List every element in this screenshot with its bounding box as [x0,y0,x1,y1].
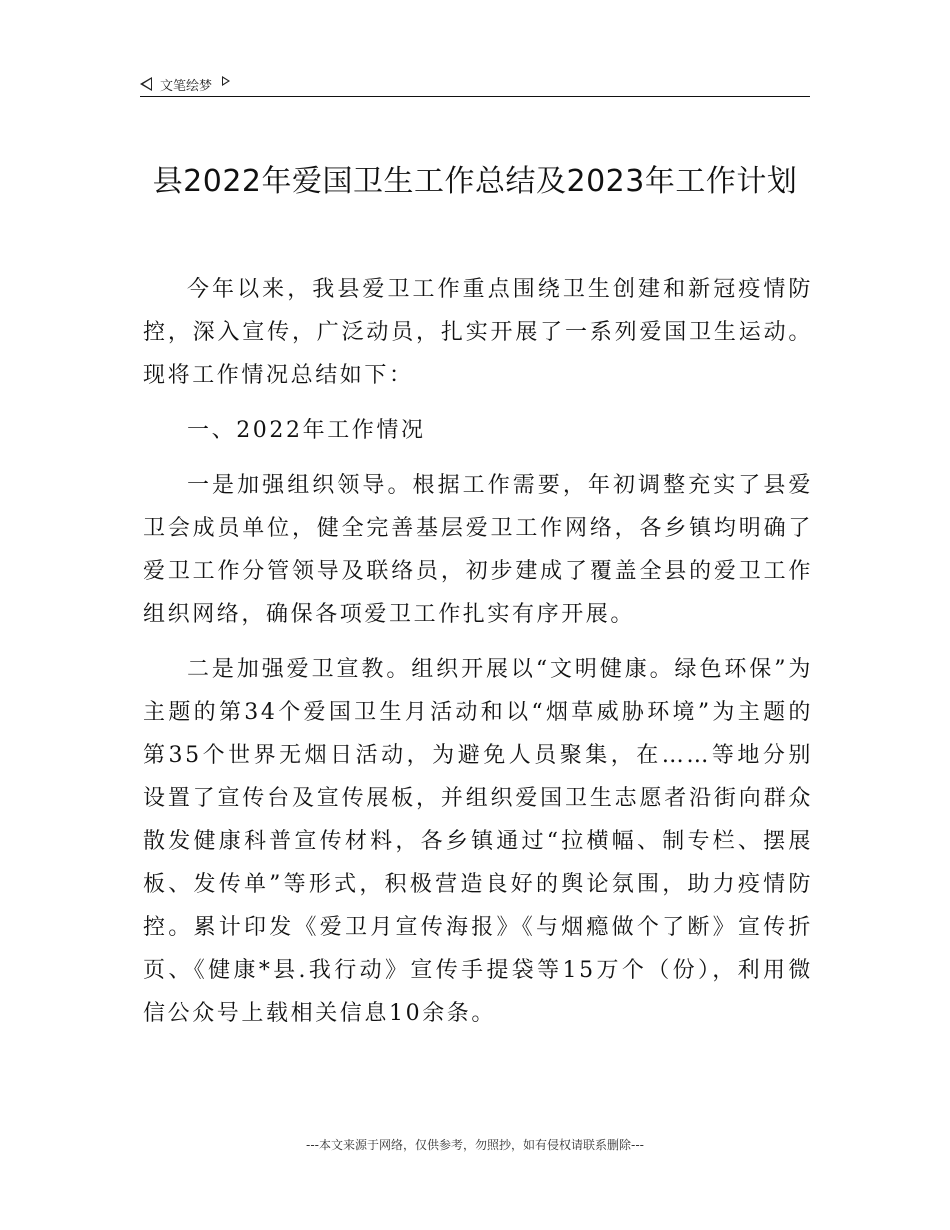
document-title: 县2022年爱国卫生工作总结及2023年工作计划 [152,164,798,199]
intro-paragraph: 今年以来，我县爱卫工作重点围绕卫生创建和新冠疫情防控，深入宣传，广泛动员，扎实开展了一系列爱国卫生运动。现将工作情况总结如下： [143,277,813,388]
page-header [140,72,810,97]
left-triangle-icon [140,77,152,91]
document-body [143,268,813,1047]
header-brand: 文笔绘梦 [160,78,213,94]
right-triangle-icon [222,76,230,86]
section-heading: 一、2022年工作情况 [187,418,426,443]
page-footer: ---本文来源于网络，仅供参考，勿照抄，如有侵权请联系删除--- [306,1138,644,1152]
body-paragraph: 二是加强爱卫宣教。组织开展以“文明健康。绿色环保”为主题的第34个爱国卫生月活动和以“烟草威胁环境”为主题的第35个世界无烟日活动，为避免人员聚集，在……等地分别设置了宣传台及宣传展板，并组织爱国卫生志愿者沿街向群众散发健康科普宣传材料，各乡镇通过“拉横幅、制专栏、摆展板、发传单”等形式，积极营造良好的舆论氛围，助力疫情防控。累计印发《爱卫月宣传海报》《与烟瘾做个了断》宣传折页、《健康*县.我行动》宣传手提袋等15万个（份），利用微信公众号上载相关信息10余条。 [143,657,813,1026]
body-paragraph: 一是加强组织领导。根据工作需要，年初调整充实了县爱卫会成员单位，健全完善基层爱卫工作网络，各乡镇均明确了爱卫工作分管领导及联络员，初步建成了覆盖全县的爱卫工作组织网络，确保各项爱卫工作扎实有序开展。 [143,473,813,627]
